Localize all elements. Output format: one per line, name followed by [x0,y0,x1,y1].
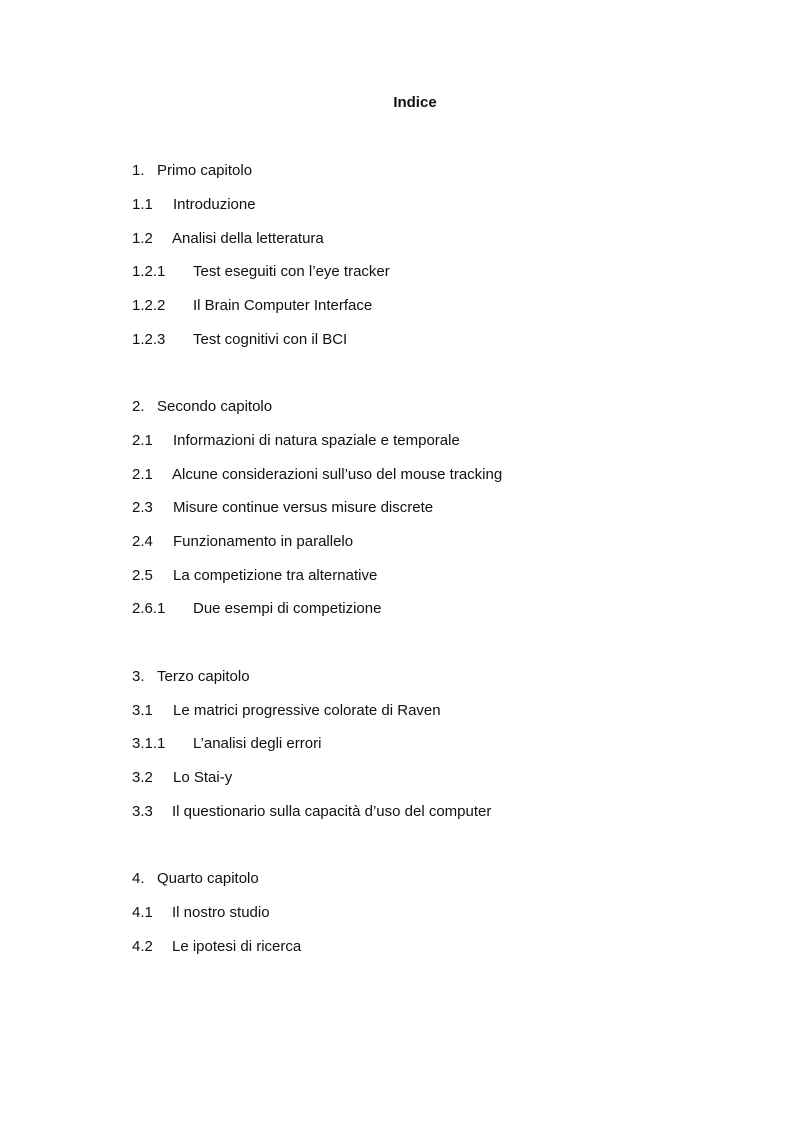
toc-number: 3. [132,668,145,685]
toc-text: Due esempi di competizione [193,600,382,617]
toc-number: 2. [132,398,145,415]
toc-text: Le matrici progressive colorate di Raven [173,702,441,719]
toc-text: Le ipotesi di ricerca [172,938,302,955]
toc-number: 2.1 [132,466,153,483]
toc-text: Quarto capitolo [157,870,259,887]
toc-text: Il nostro studio [172,904,270,921]
toc-text: L’analisi degli errori [193,735,322,752]
toc-number: 2.5 [132,567,153,584]
toc-text: Test cognitivi con il BCI [193,331,348,348]
toc-text: Primo capitolo [157,162,253,179]
toc-number: 2.3 [132,499,153,516]
toc-number: 4.1 [132,904,153,921]
toc-number: 3.3 [132,803,153,820]
toc-number: 2.1 [132,432,153,449]
toc-text: La competizione tra alternative [173,567,378,584]
toc-text: Secondo capitolo [157,398,273,415]
page-title: Indice [393,94,437,111]
toc-number: 3.2 [132,769,153,786]
toc-number: 1.2.1 [132,263,166,280]
toc-number: 1.2 [132,230,153,247]
toc-text: Funzionamento in parallelo [173,533,354,550]
toc-number: 1.2.2 [132,297,166,314]
toc-text: Lo Stai-y [173,769,233,786]
toc-text: Terzo capitolo [157,668,250,685]
toc-number: 2.6.1 [132,600,166,617]
toc-number: 2.4 [132,533,153,550]
toc-number: 1. [132,162,145,179]
toc-text: Misure continue versus misure discrete [173,499,434,516]
toc-text: Analisi della letteratura [172,230,324,247]
toc-text: Il questionario sulla capacità d’uso del computer [172,803,492,820]
toc-number: 4.2 [132,938,153,955]
toc-text: Informazioni di natura spaziale e temporale [173,432,460,449]
toc-number: 3.1.1 [132,735,166,752]
toc-number: 1.2.3 [132,331,166,348]
toc-text: Il Brain Computer Interface [193,297,373,314]
toc-number: 4. [132,870,145,887]
toc-number: 1.1 [132,196,153,213]
toc-text: Test eseguiti con l’eye tracker [193,263,390,280]
toc-text: Alcune considerazioni sull’uso del mouse tracking [172,466,503,483]
toc-text: Introduzione [173,196,256,213]
toc-number: 3.1 [132,702,153,719]
